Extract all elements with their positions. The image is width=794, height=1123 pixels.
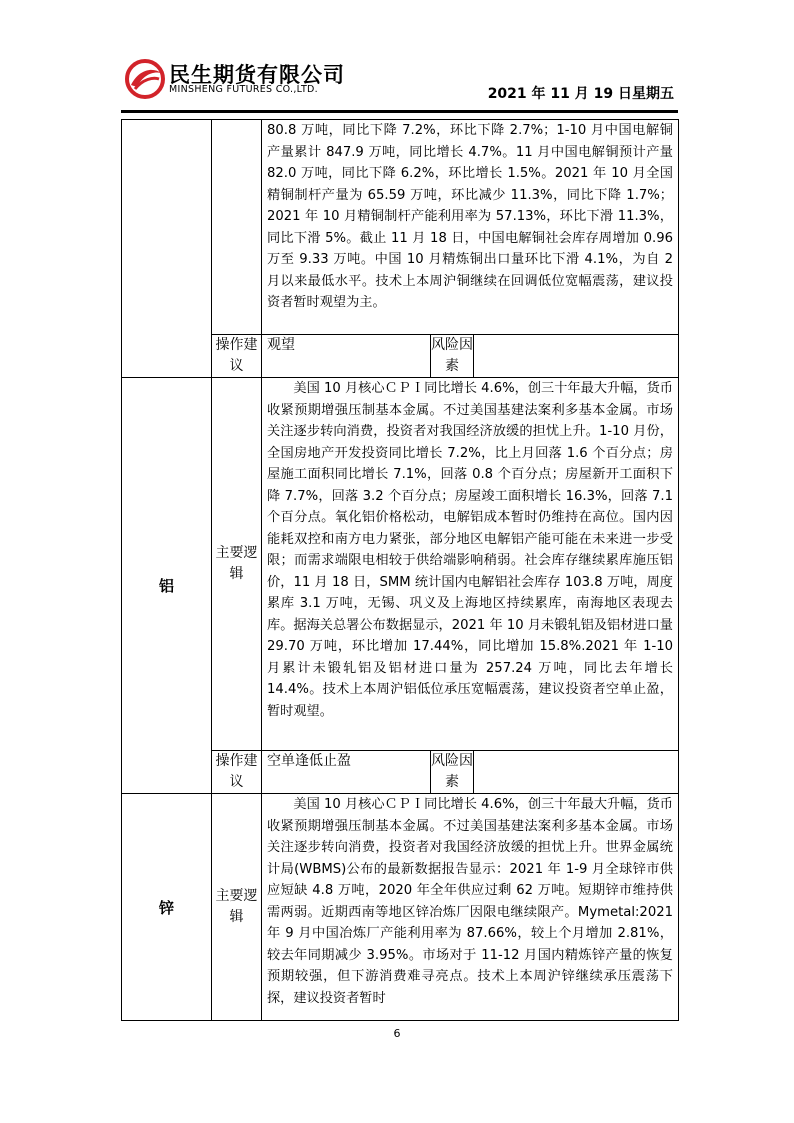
zinc-category: 锌: [122, 794, 212, 1021]
aluminum-advice-label: 操作建议: [212, 751, 262, 794]
page-number: 6: [393, 1027, 401, 1040]
aluminum-risk-value: [474, 751, 678, 793]
zinc-logic-text: 美国 10 月核心ＣＰＩ同比增长 4.6%，创三十年最大升幅，货币收紧预期增强压制基本金属。不过美国基建法案利多基本金属。市场关注逐步转向消费，投资者对我国经济放缓的担忧上升。世界金属统计局(WBMS)公布的最新数据报告显示：2021 年 1-9 月全球锌市供应短缺 4.8 万吨，2020 年全年供应过剩 62 万吨。短期锌市维持供需两弱。近期西南等地区锌冶炼厂因限电继续限产。Mymetal:2021 年 9 月中国冶炼厂产能利用率为 87.66%，较上个月增加 2.81%，较去年同期减少 3.95%。市场对于 11-12 月国内精炼锌产量的恢复预期较强，但下游消费难寻亮点。技术上本周沪锌继续承压震荡下探，建议投资者暂时: [267, 797, 673, 1006]
aluminum-category: 铝: [122, 378, 212, 794]
copper-logic-text: 80.8 万吨，同比下降 7.2%，环比下降 2.7%；1-10 月中国电解铜产量累计 847.9 万吨，同比增长 4.7%。11 月中国电解铜预计产量 82.0 万吨，同比下降 6.2%，环比增长 1.5%。2021 年 10 月全国精铜制杆产量为 65.59 万吨，环比减少 11.3%，同比下降 1.7%；2021 年 10 月精铜制杆产能利用率为 57.13%，环比下滑 11.3%，同比下滑 5%。截止 11 月 18 日，中国电解铜社会库存周增加 0.96 万至 9.33 万吨。中国 10 月精炼铜出口量环比下滑 4.1%，为自 2 月以来最低水平。技术上本周沪铜继续在回调低位宽幅震荡，建议投资者暂时观望为主。: [267, 123, 673, 310]
copper-advice-cell: [262, 335, 679, 378]
copper-category-cell: [122, 120, 212, 378]
commodity-table: [121, 119, 679, 1021]
aluminum-logic-text: 美国 10 月核心ＣＰＩ同比增长 4.6%，创三十年最大升幅，货币收紧预期增强压制基本金属。不过美国基建法案利多基本金属。市场关注逐步转向消费，投资者对我国经济放缓的担忧上升。1-10 月份，全国房地产开发投资同比增长 7.2%，比上月回落 1.6 个百分点；房屋施工面积同比增长 7.1%，回落 0.8 个百分点；房屋新开工面积下降 7.7%，回落 3.2 个百分点；房屋竣工面积增长 16.3%，回落 7.1 个百分点。氧化铝价格松动，电解铝成本暂时仍维持在高位。国内因能耗双控和南方电力紧张，部分地区电解铝产能可能在未来进一步受限；而需求端限电相较于供给端影响稍弱。社会库存继续累库施压铝价，11 月 18 日，SMM 统计国内电解铝社会库存 103.8 万吨，周度累库 3.1 万吨，无锡、巩义及上海地区持续累库，南海地区表现去库。据海关总署公布数据显示，2021 年 10 月未锻轧铝及铝材进口量 29.70 万吨，环比增加 17.44%，同比增加 15.8%.2021 年 1-10 月累计未锻轧铝及铝材进口量为 257.24 万吨，同比去年增长 14.4%。技术上本周沪铝低位承压宽幅震荡，建议投资者空单止盈，暂时观望。: [267, 381, 673, 719]
copper-risk-value: [474, 335, 678, 377]
copper-logic-cell: [262, 120, 679, 335]
company-name-en: MINSHENG FUTURES CO.,LTD.: [169, 84, 318, 95]
aluminum-advice-cell: [262, 751, 679, 794]
zinc-logic-label: 主要逻辑: [212, 794, 262, 1021]
zinc-logic-row: [122, 794, 679, 1021]
zinc-logic-cell: [262, 794, 679, 1021]
report-date: 2021 年 11 月 19 日星期五: [487, 86, 674, 102]
copper-risk-label: 风险因素: [431, 335, 474, 377]
copper-advice-value: 观望: [262, 335, 431, 377]
aluminum-logic-label: 主要逻辑: [212, 378, 262, 751]
minsheng-logo-icon: [125, 59, 165, 99]
company-name-cn: 民生期货有限公司: [169, 63, 345, 87]
copper-logic-row: [122, 120, 679, 335]
aluminum-logic-row: [122, 378, 679, 751]
company-logo: [125, 55, 365, 103]
aluminum-advice-value: 空单逢低止盈: [262, 751, 431, 793]
copper-logic-label-cell: [212, 120, 262, 335]
copper-advice-label: 操作建议: [212, 335, 262, 378]
aluminum-logic-cell: [262, 378, 679, 751]
header-rule: [121, 110, 678, 113]
aluminum-risk-label: 风险因素: [431, 751, 474, 793]
